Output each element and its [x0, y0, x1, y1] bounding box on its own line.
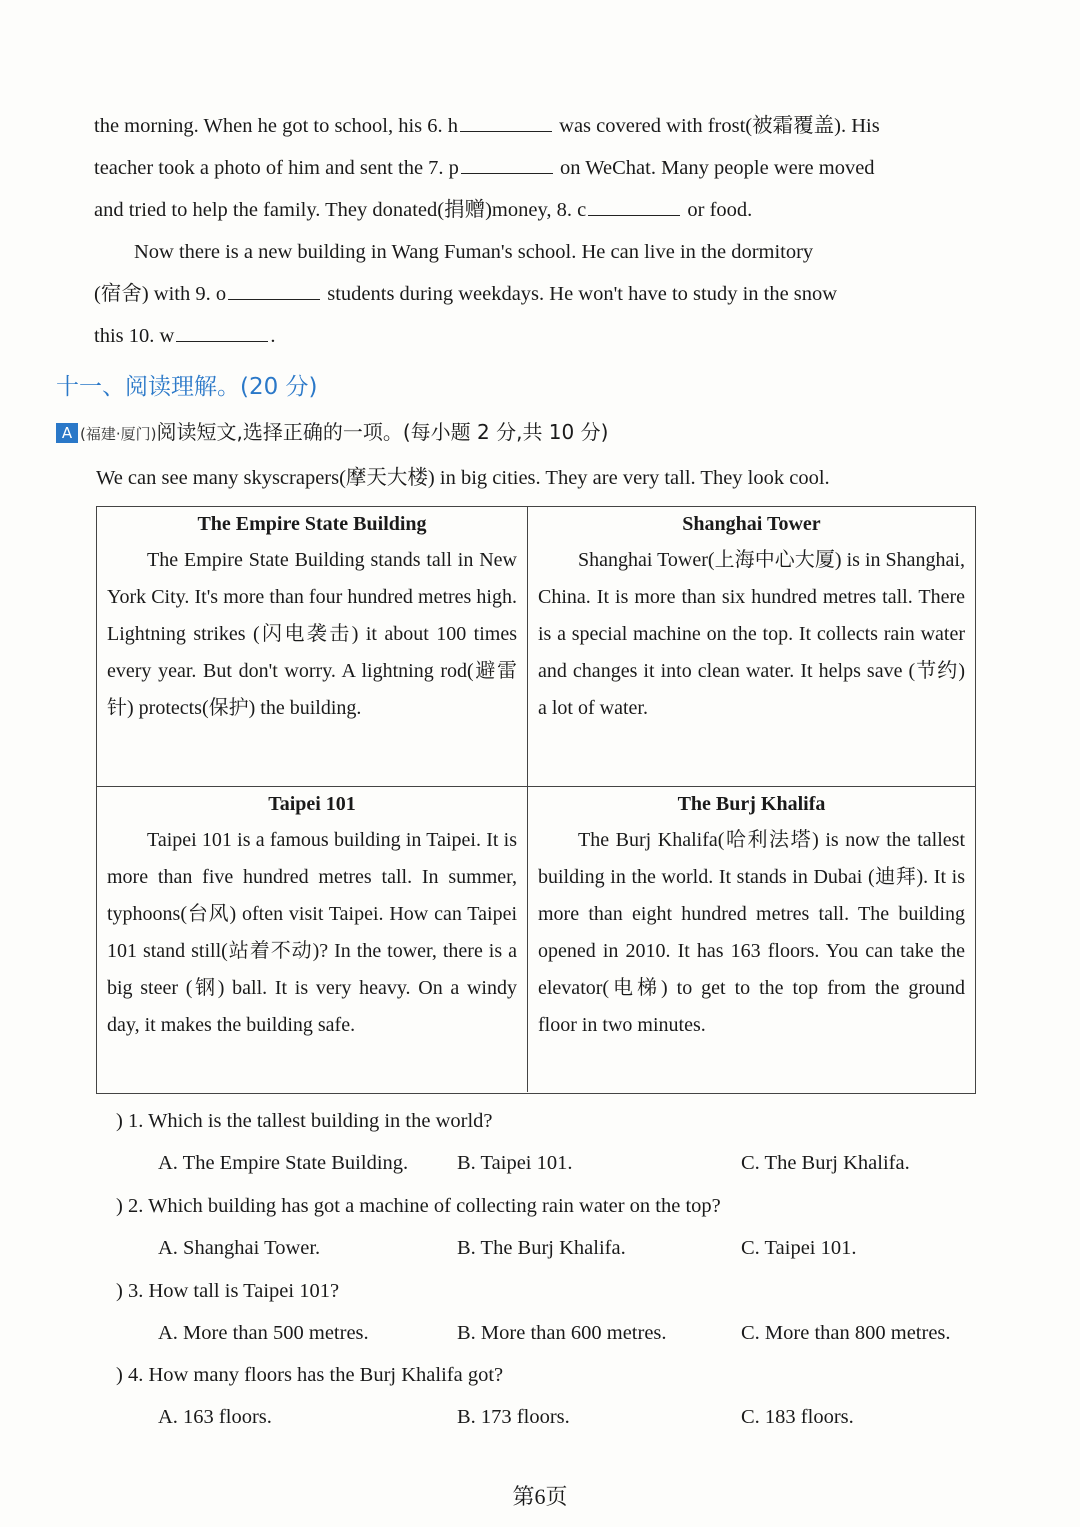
q4-option-b[interactable]: B. 173 floors.: [457, 1406, 570, 1428]
box-burj-khalifa: [527, 786, 975, 1092]
box-title: The Empire State Building: [197, 513, 427, 535]
box-title: Taipei 101: [268, 793, 356, 815]
question-4: ) 4. How many floors has the Burj Khalifa got?: [116, 1364, 504, 1386]
q1-option-a[interactable]: A. The Empire State Building.: [158, 1152, 409, 1174]
blank-9[interactable]: [228, 281, 320, 300]
cloze-line-6: [94, 323, 275, 349]
box-title: Shanghai Tower: [682, 513, 821, 535]
section-title: 十一、阅读理解。(20 分): [56, 374, 318, 400]
box-taipei-101: [97, 786, 527, 1092]
blank-8[interactable]: [588, 197, 680, 216]
cloze-line-1: [94, 113, 880, 139]
q1-option-b[interactable]: B. Taipei 101.: [457, 1152, 573, 1174]
q3-option-b[interactable]: B. More than 600 metres.: [457, 1322, 667, 1344]
cloze-text: this 10. w: [94, 325, 175, 347]
box-shanghai-tower: [527, 507, 975, 786]
cloze-text: or food.: [687, 199, 753, 221]
box-text: The Burj Khalifa(哈利法塔) is now the tallest building in the world. It stands in Dubai (迪拜). It is more than eight hundred metres tall. The building opened in 2010. It has 163 floors. You can take the elevator(电梯) to get to the top from the ground floor in two minutes.: [538, 829, 965, 1036]
instruction-text: 阅读短文,选择正确的一项。(每小题 2 分,共 10 分): [156, 420, 609, 444]
q4-option-c[interactable]: C. 183 floors.: [741, 1406, 854, 1428]
cloze-text: (宿舍) with 9. o: [94, 283, 227, 305]
cloze-text: the morning. When he got to school, his 6. h: [94, 115, 459, 137]
q3-option-c[interactable]: C. More than 800 metres.: [741, 1322, 951, 1344]
box-text: Shanghai Tower(上海中心大厦) is in Shanghai, China. It is more than six hundred metres tall. There is a special machine on the top. It collects rain water and changes it into clean water. It helps save (节约) a lot of water.: [538, 549, 965, 719]
buildings-table: [96, 506, 976, 1094]
cloze-text: was covered with frost(被霜覆盖). His: [559, 115, 880, 137]
cloze-line-2: [94, 155, 875, 181]
q4-option-a[interactable]: A. 163 floors.: [158, 1406, 272, 1428]
question-2: ) 2. Which building has got a machine of collecting rain water on the top?: [116, 1195, 721, 1217]
q2-option-c[interactable]: C. Taipei 101.: [741, 1237, 857, 1259]
page-number: 第6页: [512, 1484, 568, 1509]
q2-option-b[interactable]: B. The Burj Khalifa.: [457, 1237, 626, 1259]
part-a-badge: A: [56, 423, 78, 443]
blank-6[interactable]: [460, 113, 552, 132]
question-1: ) 1. Which is the tallest building in the world?: [116, 1110, 493, 1132]
section-instruction-row: [56, 416, 608, 445]
q1-option-c[interactable]: C. The Burj Khalifa.: [741, 1152, 910, 1174]
cloze-text: and tried to help the family. They donated(捐赠)money, 8. c: [94, 199, 587, 221]
cloze-line-4: Now there is a new building in Wang Fuman's school. He can live in the dormitory: [134, 241, 814, 263]
box-text: The Empire State Building stands tall in New York City. It's more than four hundred metres high. Lightning strikes (闪电袭击) it about 100 times every year. But don't worry. A lightning rod(避雷针) protects(保护) the building.: [107, 549, 517, 719]
cloze-text: students during weekdays. He won't have to study in the snow: [327, 283, 838, 305]
source-label: (福建·厦门): [80, 425, 157, 443]
box-empire-state: [97, 507, 527, 786]
cloze-text: .: [270, 325, 276, 347]
cloze-text: teacher took a photo of him and sent the 7. p: [94, 157, 459, 179]
q2-option-a[interactable]: A. Shanghai Tower.: [158, 1237, 321, 1259]
box-title: The Burj Khalifa: [677, 793, 826, 815]
cloze-line-5: [94, 281, 837, 307]
blank-10[interactable]: [176, 323, 268, 342]
cloze-text: on WeChat. Many people were moved: [560, 157, 875, 179]
blank-7[interactable]: [461, 155, 553, 174]
box-text: Taipei 101 is a famous building in Taipei. It is more than five hundred metres tall. In summer, typhoons(台风) often visit Taipei. How can Taipei 101 stand still(站着不动)? In the tower, there is a big steer (钢) ball. It is very heavy. On a windy day, it makes the building safe.: [107, 829, 517, 1036]
intro-text: We can see many skyscrapers(摩天大楼) in big cities. They are very tall. They look cool.: [96, 467, 830, 489]
cloze-line-3: [94, 197, 752, 223]
question-3: ) 3. How tall is Taipei 101?: [116, 1280, 340, 1302]
q3-option-a[interactable]: A. More than 500 metres.: [158, 1322, 369, 1344]
